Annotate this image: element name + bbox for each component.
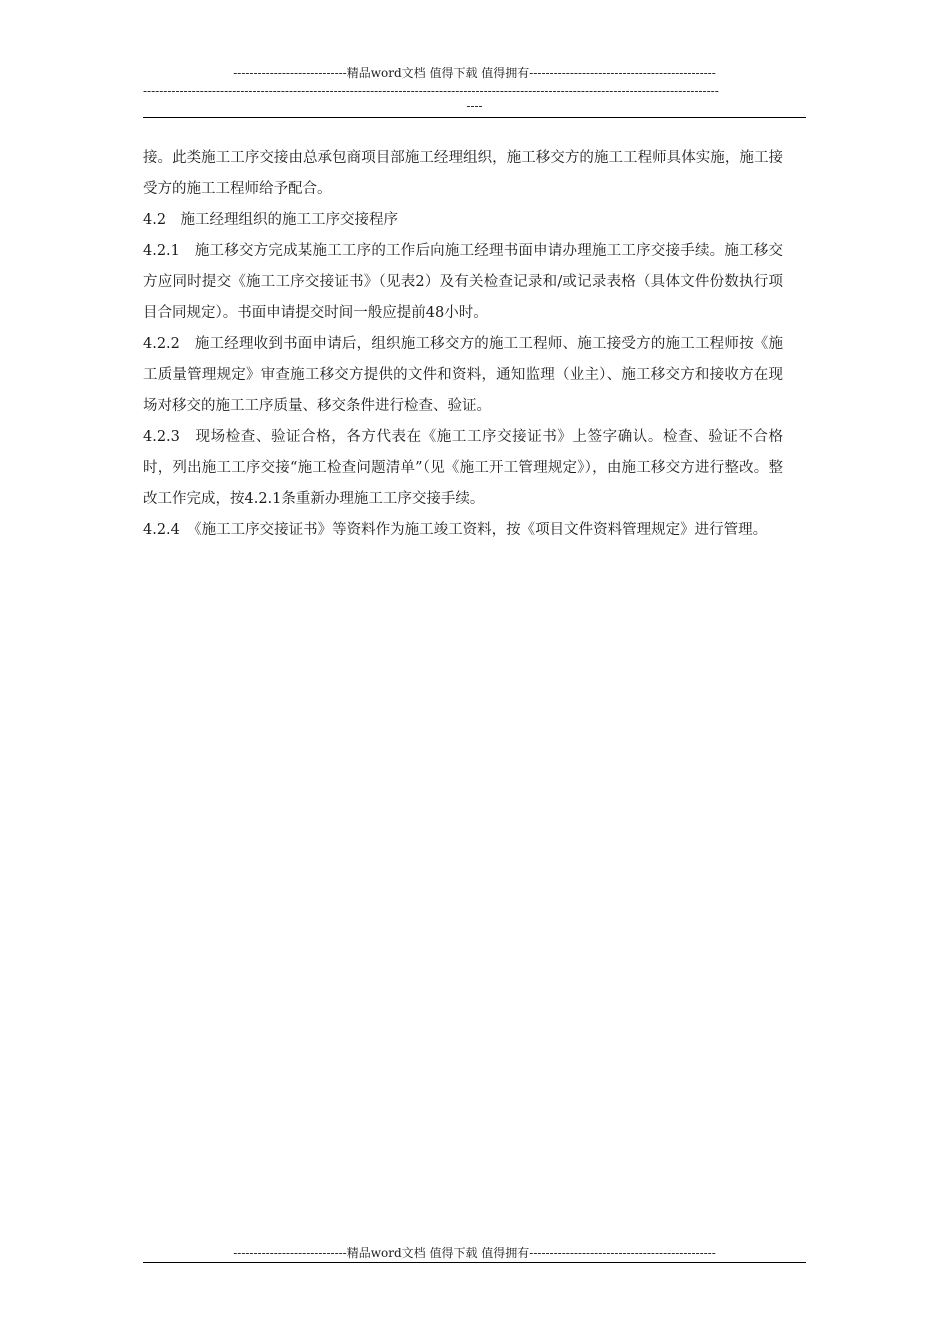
section-heading-4-2: 4.2 施工经理组织的施工工序交接程序 <box>143 212 399 228</box>
clause-4-2-2: 4.2.2 施工经理收到书面申请后，组织施工移交方的施工工程师、施工接受方的施工工程师按《施工质量管理规定》审查施工移交方提供的文件和资料，通知监理（业主）、施工移交方和接收方在现场对移交的施工工序质量、移交条件进行检查、验证。 <box>143 336 783 414</box>
clause-4-2-4: 4.2.4 《施工工序交接证书》等资料作为施工竣工资料，按《项目文件资料管理规定》进行管理。 <box>143 522 768 538</box>
footer-rule <box>143 1262 806 1263</box>
page-header <box>143 64 806 113</box>
header-dash-tail: ---- <box>466 99 483 113</box>
clause-4-2-3: 4.2.3 现场检查、验证合格，各方代表在《施工工序交接证书》上签字确认。检查、验证不合格时，列出施工工序交接“施工检查问题清单”（见《施工开工管理规定》），由施工移交方进行整改。整改工作完成，按4.2.1条重新办理施工工序交接手续。 <box>143 429 783 507</box>
header-rule <box>143 117 806 118</box>
header-banner-text: ----------------------------精品word文档 值得下载 值得拥有---------------------------------------------- <box>233 66 716 80</box>
header-dash-line: ---------------------------------------------------------------------------------------------------------------------------------------------- <box>143 84 719 98</box>
clause-4-2-1: 4.2.1 施工移交方完成某施工工序的工作后向施工经理书面申请办理施工工序交接手续。施工移交方应同时提交《施工工序交接证书》（见表2）及有关检查记录和/或记录表格（具体文件份数执行项目合同规定）。书面申请提交时间一般应提前48小时。 <box>143 243 783 321</box>
document-body <box>143 143 783 546</box>
paragraph-intro-continuation: 接。此类施工工序交接由总承包商项目部施工经理组织，施工移交方的施工工程师具体实施，施工接受方的施工工程师给予配合。 <box>143 150 783 197</box>
page-footer: ----------------------------精品word文档 值得下载 值得拥有---------------------------------------------- <box>233 1246 716 1260</box>
